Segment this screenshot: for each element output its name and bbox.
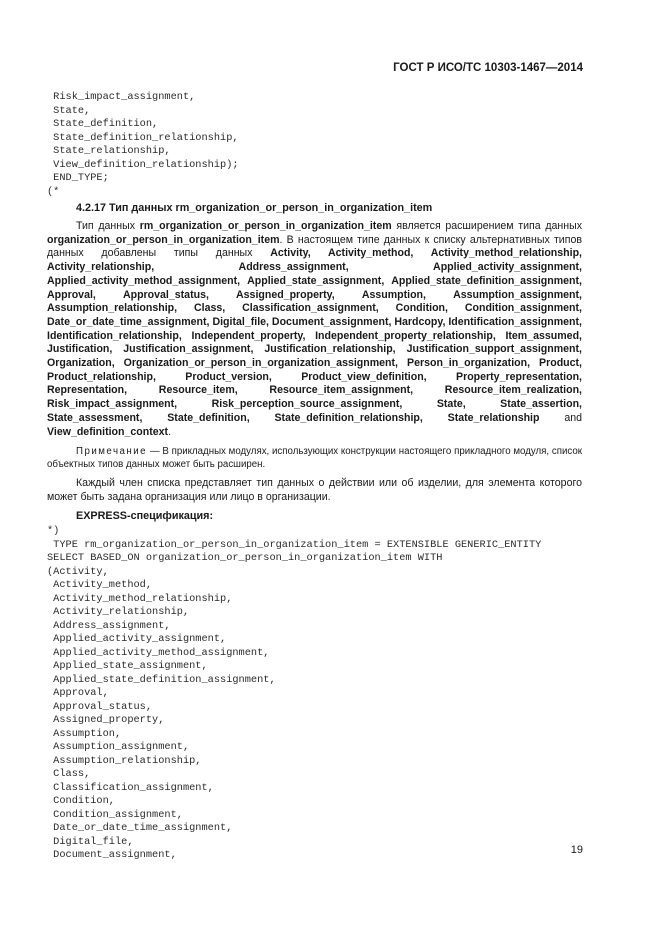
code-line: Activity_relationship,: [47, 606, 190, 618]
code-line: Date_or_date_time_assignment,: [47, 822, 233, 834]
para-and: and: [539, 411, 582, 424]
code-line: Risk_impact_assignment,: [47, 91, 196, 103]
code-line: Applied_state_assignment,: [47, 660, 208, 672]
code-line: State,: [47, 104, 91, 117]
code-line: Document_assignment,: [47, 849, 177, 861]
para-end: .: [168, 425, 172, 438]
code-line: Assigned_property,: [47, 714, 165, 726]
code-line: *): [47, 525, 60, 537]
note-text: — В прикладных модулях, использующих конструкции настоящего прикладного модуля, список объектных типов данных может быть расширен.: [47, 446, 582, 470]
type-list: Activity, Activity_method, Activity_method_relationship, Activity_relationship, Address_assignment, Applied_activity_assignment, Applied_activity_method_assignment, Applied_state_assignment, Applied_state_definition_assignment, Approval, Approval_status, Assigned_property, Assumption, Assumption_assignment, Assumption_relationship, Class, Classification_assignment, Condition, Condition_assignment, Date_or_date_time_assignment, Digital_file, Document_assignment, Hardcopy, Identification_assignment, Identification_relationship, Independent_property, Independent_property_relationship, Item_assumed, Justification, Justification_assignment, Justification_relationship, Justification_support_assignment, Organization, Organization_or_person_in_organization_assignment, Person_in_organization, Product, Product_relationship, Product_version, Product_view_definition, Property_representation, Representation, Resource_item, Resource_item_assignment, Resource_item_realization, Risk_impact_assignment, Risk_perception_source_assignment, State, State_assertion, State_assessment, State_definition, State_definition_relationship, State_relationship: [47, 247, 582, 424]
code-line: Activity_method,: [47, 579, 153, 591]
page-number: 19: [570, 844, 583, 856]
code-line: (*: [47, 185, 60, 198]
code-line: Digital_file,: [47, 835, 134, 848]
code-line: Applied_state_definition_assignment,: [47, 673, 276, 686]
code-line: Activity_method_relationship,: [47, 592, 233, 605]
code-line: State_definition_relationship,: [47, 131, 239, 144]
code-line: Assumption,: [47, 727, 122, 740]
code-line: Applied_activity_assignment,: [47, 633, 227, 645]
code-line: Condition_assignment,: [47, 808, 183, 821]
code-line: Class,: [47, 768, 91, 780]
section-heading: 4.2.17 Тип данных rm_organization_or_person_in_organization_item: [76, 202, 433, 214]
code-line: Approval,: [47, 687, 109, 699]
code-line: Condition,: [47, 795, 115, 807]
code-line: State_definition,: [47, 118, 159, 130]
para-mid: является расширением типа данных: [391, 220, 582, 232]
para2: Каждый член списка представляет тип данных о действии или об изделии, для элемента которого может быть задана организация или лицо в организации.: [47, 477, 582, 503]
express-code-bottom: [47, 525, 541, 863]
code-line: Classification_assignment,: [47, 781, 214, 794]
last-type: View_definition_context: [47, 425, 169, 438]
code-line: SELECT BASED_ON organization_or_person_in_organization_item WITH: [47, 552, 443, 564]
section-paragraph: [47, 220, 582, 439]
code-line: Assumption_assignment,: [47, 741, 190, 753]
member-paragraph: [47, 478, 582, 504]
express-code-top: [47, 91, 239, 199]
code-line: Applied_activity_method_assignment,: [47, 646, 270, 659]
express-heading: EXPRESS-спецификация:: [76, 510, 214, 522]
code-line: Approval_status,: [47, 700, 153, 713]
para-intro: Тип данных: [76, 220, 140, 232]
code-line: State_relationship,: [47, 145, 171, 157]
note-label: Примечание: [76, 446, 148, 457]
para-after: . В настоящем типе данных к списку альтернативных типов данных добавлены типы данных: [47, 233, 582, 260]
code-line: END_TYPE;: [47, 172, 109, 184]
type-name: rm_organization_or_person_in_organization_item: [139, 220, 392, 232]
document-header: ГОСТ Р ИСО/ТС 10303-1467—2014: [393, 62, 583, 74]
code-line: Address_assignment,: [47, 619, 171, 632]
note: [47, 445, 582, 471]
code-line: TYPE rm_organization_or_person_in_organization_item = EXTENSIBLE GENERIC_ENTITY: [47, 538, 542, 551]
code-line: (Activity,: [47, 565, 109, 578]
code-line: View_definition_relationship);: [47, 158, 239, 171]
base-type-name: organization_or_person_in_organization_item: [47, 233, 280, 246]
code-line: Assumption_relationship,: [47, 754, 202, 767]
